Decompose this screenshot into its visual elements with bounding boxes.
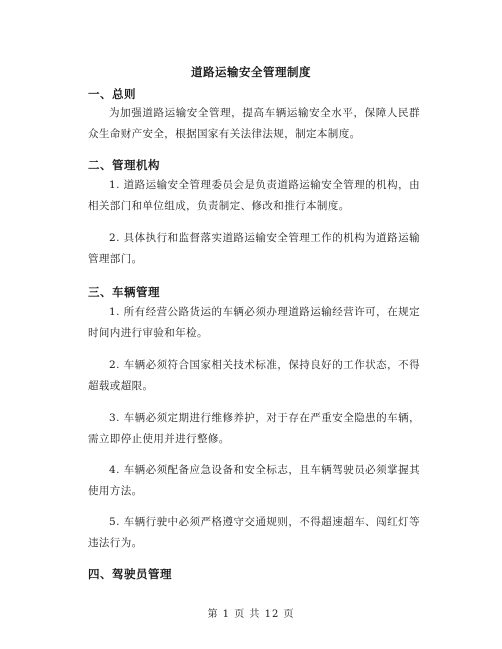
paragraph-vehicle-3: 3. 车辆必须定期进行维修养护，对于存在严重安全隐患的车辆，需立即停止使用并进行整修。 (88, 412, 420, 445)
paragraph-vehicle-2: 2. 车辆必须符合国家相关技术标准，保持良好的工作状态，不得超载或超限。 (88, 359, 420, 392)
paragraph-organization-2: 2. 具体执行和监督落实道路运输安全管理工作的机构为道路运输管理部门。 (88, 232, 420, 265)
paragraph-general: 为加强道路运输安全管理，提高车辆运输安全水平，保障人民群众生命财产安全，根据国家有关法律法规，制定本制度。 (88, 107, 420, 140)
section-heading-general: 一、总则 (88, 87, 136, 101)
document-title: 道路运输安全管理制度 (191, 65, 311, 79)
paragraph-vehicle-5: 5. 车辆行驶中必须严格遵守交通规则，不得超速超车、闯红灯等违法行为。 (88, 516, 420, 549)
paragraph-organization-1: 1. 道路运输安全管理委员会是负责道路运输安全管理的机构，由相关部门和单位组成，负责制定、修改和推行本制度。 (88, 179, 420, 212)
paragraph-vehicle-1: 1. 所有经营公路货运的车辆必须办理道路运输经营许可，在规定时间内进行审验和年检。 (88, 306, 420, 339)
page-number-footer: 第 1 页 共 12 页 (207, 609, 295, 620)
paragraph-vehicle-4: 4. 车辆必须配备应急设备和安全标志，且车辆驾驶员必须掌握其使用方法。 (88, 464, 420, 497)
section-heading-vehicle: 三、车辆管理 (88, 285, 160, 299)
section-heading-driver: 四、驾驶员管理 (88, 567, 172, 581)
section-heading-organization: 二、管理机构 (88, 158, 160, 172)
